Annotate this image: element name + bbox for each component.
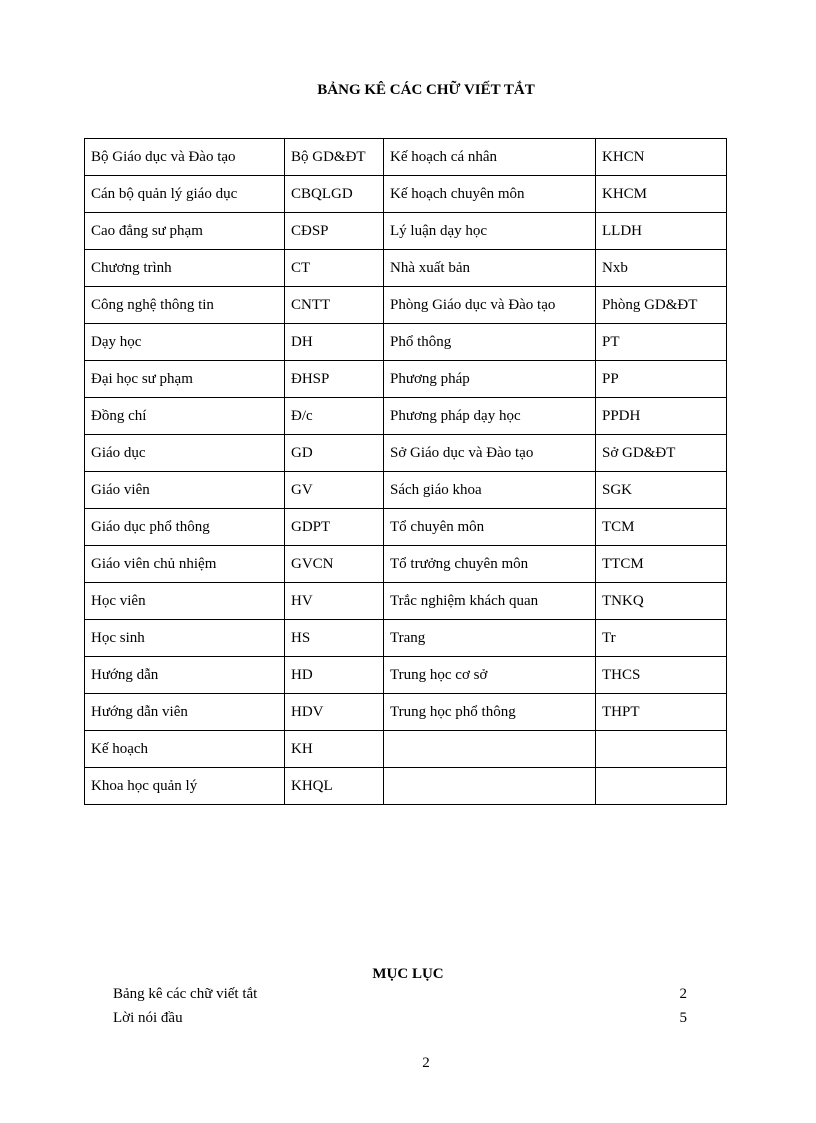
abbreviation-cell: THPT bbox=[596, 694, 727, 731]
term-cell: Bộ Giáo dục và Đào tạo bbox=[85, 139, 285, 176]
term-cell: Tổ chuyên môn bbox=[384, 509, 596, 546]
term-cell: Đồng chí bbox=[85, 398, 285, 435]
term-cell: Cao đẳng sư phạm bbox=[85, 213, 285, 250]
abbreviation-cell: CNTT bbox=[285, 287, 384, 324]
term-cell: Trang bbox=[384, 620, 596, 657]
term-cell bbox=[384, 731, 596, 768]
page-title: BẢNG KÊ CÁC CHỮ VIẾT TẮT bbox=[317, 82, 535, 98]
term-cell: Phương pháp bbox=[384, 361, 596, 398]
abbreviation-cell: Bộ GD&ĐT bbox=[285, 139, 384, 176]
table-row bbox=[85, 731, 727, 768]
table-row bbox=[85, 694, 727, 731]
abbreviation-cell bbox=[596, 731, 727, 768]
abbreviation-cell: Đ/c bbox=[285, 398, 384, 435]
table-row bbox=[85, 324, 727, 361]
abbreviation-cell: GV bbox=[285, 472, 384, 509]
abbreviation-cell: TTCM bbox=[596, 546, 727, 583]
term-cell: Giáo dục phổ thông bbox=[85, 509, 285, 546]
toc-entry-page: 2 bbox=[679, 986, 687, 1002]
toc-title: MỤC LỤC bbox=[372, 966, 444, 982]
abbreviation-cell: PP bbox=[596, 361, 727, 398]
abbreviation-cell: SGK bbox=[596, 472, 727, 509]
abbreviation-cell: PT bbox=[596, 324, 727, 361]
toc-entry-label: Bảng kê các chữ viết tắt bbox=[113, 986, 258, 1002]
term-cell: Trắc nghiệm khách quan bbox=[384, 583, 596, 620]
abbreviation-cell: Tr bbox=[596, 620, 727, 657]
term-cell: Hướng dẫn bbox=[85, 657, 285, 694]
term-cell: Giáo dục bbox=[85, 435, 285, 472]
toc-entry[interactable] bbox=[113, 1010, 687, 1027]
term-cell: Trung học cơ sở bbox=[384, 657, 596, 694]
table-row bbox=[85, 472, 727, 509]
term-cell: Lý luận dạy học bbox=[384, 213, 596, 250]
abbreviation-cell: HS bbox=[285, 620, 384, 657]
table-row bbox=[85, 287, 727, 324]
abbreviation-cell bbox=[596, 768, 727, 805]
term-cell: Học viên bbox=[85, 583, 285, 620]
abbreviation-cell: HDV bbox=[285, 694, 384, 731]
toc-entry-label: Lời nói đầu bbox=[113, 1010, 183, 1026]
abbreviation-cell: Nxb bbox=[596, 250, 727, 287]
abbreviation-cell: TCM bbox=[596, 509, 727, 546]
abbreviation-cell: PPDH bbox=[596, 398, 727, 435]
term-cell: Giáo viên chủ nhiệm bbox=[85, 546, 285, 583]
abbreviation-cell: GVCN bbox=[285, 546, 384, 583]
term-cell: Tổ trưởng chuyên môn bbox=[384, 546, 596, 583]
abbreviation-cell: LLDH bbox=[596, 213, 727, 250]
term-cell: Kế hoạch chuyên môn bbox=[384, 176, 596, 213]
abbreviation-cell: KHCN bbox=[596, 139, 727, 176]
table-row bbox=[85, 546, 727, 583]
abbreviation-cell: TNKQ bbox=[596, 583, 727, 620]
table-row bbox=[85, 361, 727, 398]
term-cell: Dạy học bbox=[85, 324, 285, 361]
term-cell: Công nghệ thông tin bbox=[85, 287, 285, 324]
table-row bbox=[85, 583, 727, 620]
abbreviation-table bbox=[84, 138, 727, 805]
abbreviation-cell: HD bbox=[285, 657, 384, 694]
abbreviation-cell: CBQLGD bbox=[285, 176, 384, 213]
term-cell: Trung học phổ thông bbox=[384, 694, 596, 731]
abbreviation-cell: GDPT bbox=[285, 509, 384, 546]
term-cell: Học sinh bbox=[85, 620, 285, 657]
term-cell: Cán bộ quản lý giáo dục bbox=[85, 176, 285, 213]
term-cell: Phổ thông bbox=[384, 324, 596, 361]
page-number: 2 bbox=[422, 1055, 430, 1071]
term-cell: Hướng dẫn viên bbox=[85, 694, 285, 731]
term-cell: Khoa học quản lý bbox=[85, 768, 285, 805]
term-cell: Nhà xuất bản bbox=[384, 250, 596, 287]
toc-entry[interactable] bbox=[113, 986, 687, 1003]
term-cell bbox=[384, 768, 596, 805]
term-cell: Sách giáo khoa bbox=[384, 472, 596, 509]
term-cell: Phòng Giáo dục và Đào tạo bbox=[384, 287, 596, 324]
abbreviation-cell: CT bbox=[285, 250, 384, 287]
table-row bbox=[85, 139, 727, 176]
table-row bbox=[85, 176, 727, 213]
term-cell: Chương trình bbox=[85, 250, 285, 287]
toc-entry-page: 5 bbox=[679, 1010, 687, 1026]
term-cell: Giáo viên bbox=[85, 472, 285, 509]
abbreviation-cell: KHQL bbox=[285, 768, 384, 805]
term-cell: Đại học sư phạm bbox=[85, 361, 285, 398]
abbreviation-cell: Sở GD&ĐT bbox=[596, 435, 727, 472]
term-cell: Phương pháp dạy học bbox=[384, 398, 596, 435]
abbreviation-cell: KHCM bbox=[596, 176, 727, 213]
term-cell: Sở Giáo dục và Đào tạo bbox=[384, 435, 596, 472]
table-row bbox=[85, 250, 727, 287]
table-row bbox=[85, 509, 727, 546]
table-row bbox=[85, 213, 727, 250]
term-cell: Kế hoạch cá nhân bbox=[384, 139, 596, 176]
table-row bbox=[85, 620, 727, 657]
abbreviation-cell: CĐSP bbox=[285, 213, 384, 250]
abbreviation-cell: THCS bbox=[596, 657, 727, 694]
term-cell: Kế hoạch bbox=[85, 731, 285, 768]
abbreviation-cell: ĐHSP bbox=[285, 361, 384, 398]
table-row bbox=[85, 435, 727, 472]
abbreviation-cell: Phòng GD&ĐT bbox=[596, 287, 727, 324]
abbreviation-cell: HV bbox=[285, 583, 384, 620]
abbreviation-cell: GD bbox=[285, 435, 384, 472]
table-row bbox=[85, 768, 727, 805]
abbreviation-cell: KH bbox=[285, 731, 384, 768]
abbreviation-cell: DH bbox=[285, 324, 384, 361]
table-row bbox=[85, 398, 727, 435]
table-row bbox=[85, 657, 727, 694]
